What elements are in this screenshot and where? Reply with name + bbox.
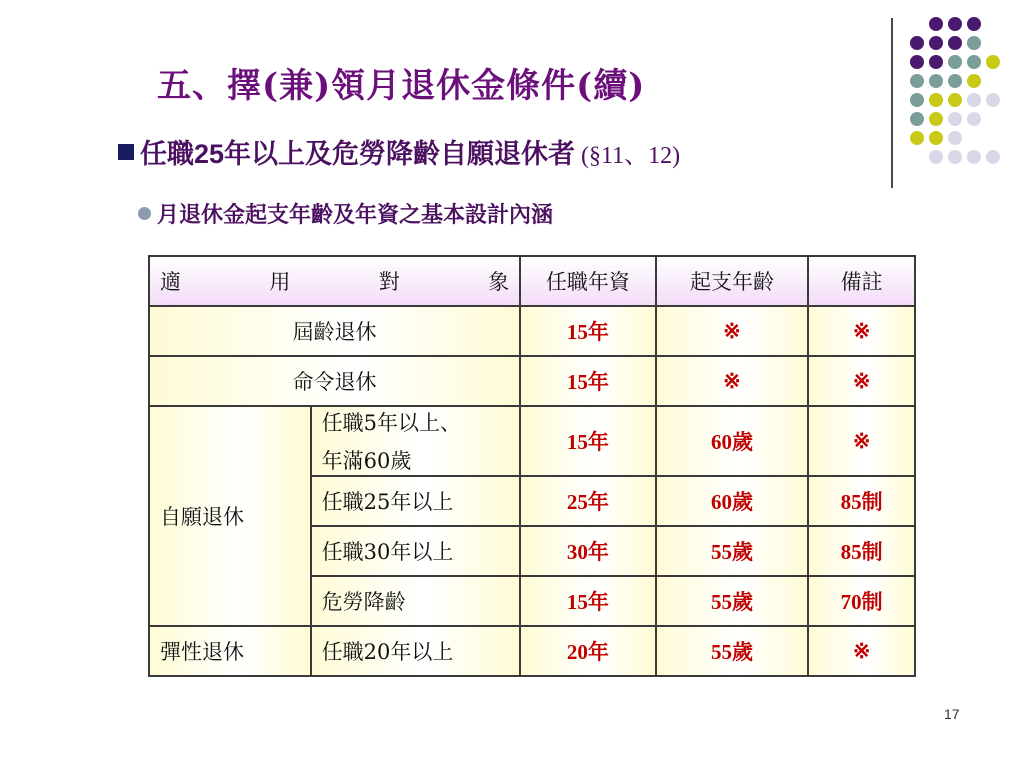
years-cell: 25年 [520,476,656,526]
page-number: 17 [944,706,960,722]
years-cell: 30年 [520,526,656,576]
decorative-dot [967,150,981,164]
decorative-dot [929,131,943,145]
age-cell: 60歲 [656,406,809,476]
decorative-dot [910,55,924,69]
decorative-dot [948,112,962,126]
decorative-dot [948,55,962,69]
age-cell: 55歲 [656,526,809,576]
condition-cell: 危勞降齡 [311,576,521,626]
section-heading [118,132,680,171]
age-cell: 60歲 [656,476,809,526]
header-char: 用 [269,270,291,294]
age-cell: 55歲 [656,576,809,626]
header-start-age: 起支年齡 [656,256,809,306]
decorative-dot [967,93,981,107]
decorative-dot [967,17,981,31]
category-cell: 命令退休 [149,356,520,406]
decorative-dot [910,36,924,50]
decorative-dot [948,74,962,88]
decorative-dot [948,36,962,50]
heading-reference: (§11、12) [575,143,681,169]
decorative-dot [948,93,962,107]
header-char: 適 [160,270,181,294]
age-cell: ※ [656,356,809,406]
decorative-dot [986,93,1000,107]
note-cell: 70制 [808,576,915,626]
round-bullet-icon [138,207,151,220]
heading-suffix: 年以上及危勞降齡自願退休者 [224,139,576,170]
decorative-dot [929,55,943,69]
heading-number: 25 [194,139,225,169]
header-char: 象 [488,270,510,294]
years-cell: 15年 [520,356,656,406]
decorative-dot [929,36,943,50]
square-bullet-icon [118,144,134,160]
decorative-dot [967,55,981,69]
condition-cell: 任職30年以上 [311,526,521,576]
decorative-dot [929,17,943,31]
condition-line: 任職5年以上、 [321,411,461,435]
condition-cell: 任職20年以上 [311,626,521,676]
years-cell: 15年 [520,306,656,356]
heading-prefix: 任職 [140,139,194,170]
category-cell: 屆齡退休 [149,306,520,356]
note-cell: ※ [808,356,915,406]
note-cell: ※ [808,406,915,476]
condition-cell [311,406,521,476]
note-cell: 85制 [808,476,915,526]
decorative-dot [929,93,943,107]
table-row [149,406,915,476]
decorative-dot [967,74,981,88]
decorative-dot [910,131,924,145]
decorative-dot [910,74,924,88]
page-title: 五、擇(兼)領月退休金條件(續) [157,66,646,106]
decorative-dot [910,112,924,126]
years-cell: 15年 [520,406,656,476]
age-cell: 55歲 [656,626,809,676]
decorative-dot [948,17,962,31]
table-row [149,626,915,676]
sub-bullet-text: 月退休金起支年齡及年資之基本設計內涵 [157,202,554,228]
decorative-dot [929,74,943,88]
decorative-dot [948,150,962,164]
decorative-dot [967,112,981,126]
header-char: 對 [378,270,400,294]
header-applicable-target [149,256,520,306]
header-service-years: 任職年資 [520,256,656,306]
decorative-dot [929,112,943,126]
years-cell: 15年 [520,576,656,626]
table-header-row [149,256,915,306]
note-cell: ※ [808,306,915,356]
note-cell: ※ [808,626,915,676]
decorative-dot [986,150,1000,164]
table-row [149,356,915,406]
decorative-dot [910,93,924,107]
sub-bullet [138,198,553,229]
decorative-vertical-line [891,18,893,188]
retirement-conditions-table [148,255,916,677]
decorative-dot [948,131,962,145]
decorative-dot [986,55,1000,69]
category-cell-flexible: 彈性退休 [149,626,311,676]
decorative-dot [967,36,981,50]
decorative-dot [929,150,943,164]
header-notes: 備註 [808,256,915,306]
age-cell: ※ [656,306,809,356]
years-cell: 20年 [520,626,656,676]
category-cell-voluntary: 自願退休 [149,406,311,626]
condition-cell: 任職25年以上 [311,476,521,526]
note-cell: 85制 [808,526,915,576]
condition-line: 年滿60歲 [321,449,412,473]
table-row [149,306,915,356]
